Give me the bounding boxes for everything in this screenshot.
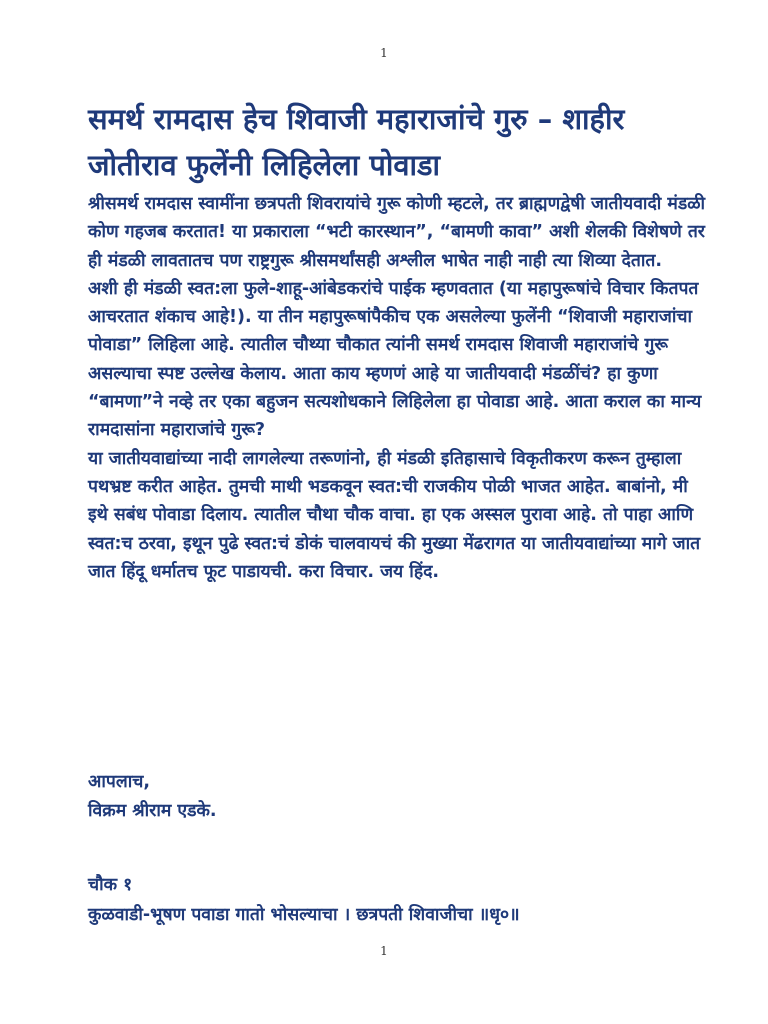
page-number-bottom: 1: [380, 944, 388, 958]
paragraph: अशी ही मंडळी स्वत:ला फुले-शाहू-आंबेडकरांचे पाईक म्हणवतात (या महापुरूषांचे विचार कितपत आचरतात शंकाच आहे!). या तीन महापुरूषांपैकीच एक असलेल्या फुलेंनी “शिवाजी महाराजांचा पोवाडा” लिहिला आहे. त्यातील चौथ्या चौकात त्यांनी समर्थ रामदास शिवाजी महाराजांचे गुरू असल्याचा स्पष्ट उल्लेख केलाय. आता काय म्हणणं आहे या जातीयवादी मंडळींचं? हा कुणा “बामणा”ने नव्हे तर एका बहुजन सत्यशोधकाने लिहिलेला हा पोवाडा आहे. आता कराल का मान्य रामदासांना महाराजांचे गुरू?: [88, 278, 702, 441]
poem-verse: कुळवाडी-भूषण पवाडा गातो भोसल्याचा । छत्रपती शिवाजीचा ॥धृ०॥: [88, 905, 520, 925]
page-number-top: 1: [380, 46, 388, 60]
article-body: [88, 190, 708, 586]
paragraph: या जातीयवाद्यांच्या नादी लागलेल्या तरूणांनो, ही मंडळी इतिहासाचे विकृतीकरण करून तुम्हाला पथभ्रष्ट करीत आहेत. तुमची माथी भडकवून स्वत:ची राजकीय पोळी भाजत आहेत. बाबांनो, मी इथे सबंध पोवाडा दिलाय. त्यातील चौथा चौक वाचा. हा एक अस्सल पुरावा आहे. तो पाहा आणि स्वत:च ठरवा, इथून पुढे स्वत:चं डोकं चालवायचं की मुख्या मेंढरागत या जातीयवाद्यांच्या मागे जात जात हिंदू धर्मातच फूट पाडायची. करा विचार. जय हिंद.: [88, 448, 701, 582]
chowk-heading: चौक १: [88, 875, 133, 895]
author-name: विक्रम श्रीराम एडके.: [88, 801, 217, 821]
signoff-greeting: आपलाच,: [88, 772, 150, 792]
paragraph: श्रीसमर्थ रामदास स्वामींना छत्रपती शिवरायांचे गुरू कोणी म्हटले, तर ब्राह्मणद्वेषी जातीयवादी मंडळी कोण गहजब करतात! या प्रकाराला “भटी कारस्थान”, “बामणी कावा” अशी शेलकी विशेषणे तर ही मंडळी लावतातच पण राष्ट्रगुरू श्रीसमर्थांसही अश्लील भाषेत नाही नाही त्या शिव्या देतात.: [88, 194, 706, 271]
author-signoff: [88, 768, 708, 826]
poem-section: [88, 870, 728, 930]
document-title: समर्थ रामदास हेच शिवाजी महाराजांचे गुरु – शाहीर जोतीराव फुलेंनी लिहिलेला पोवाडा: [88, 102, 625, 182]
